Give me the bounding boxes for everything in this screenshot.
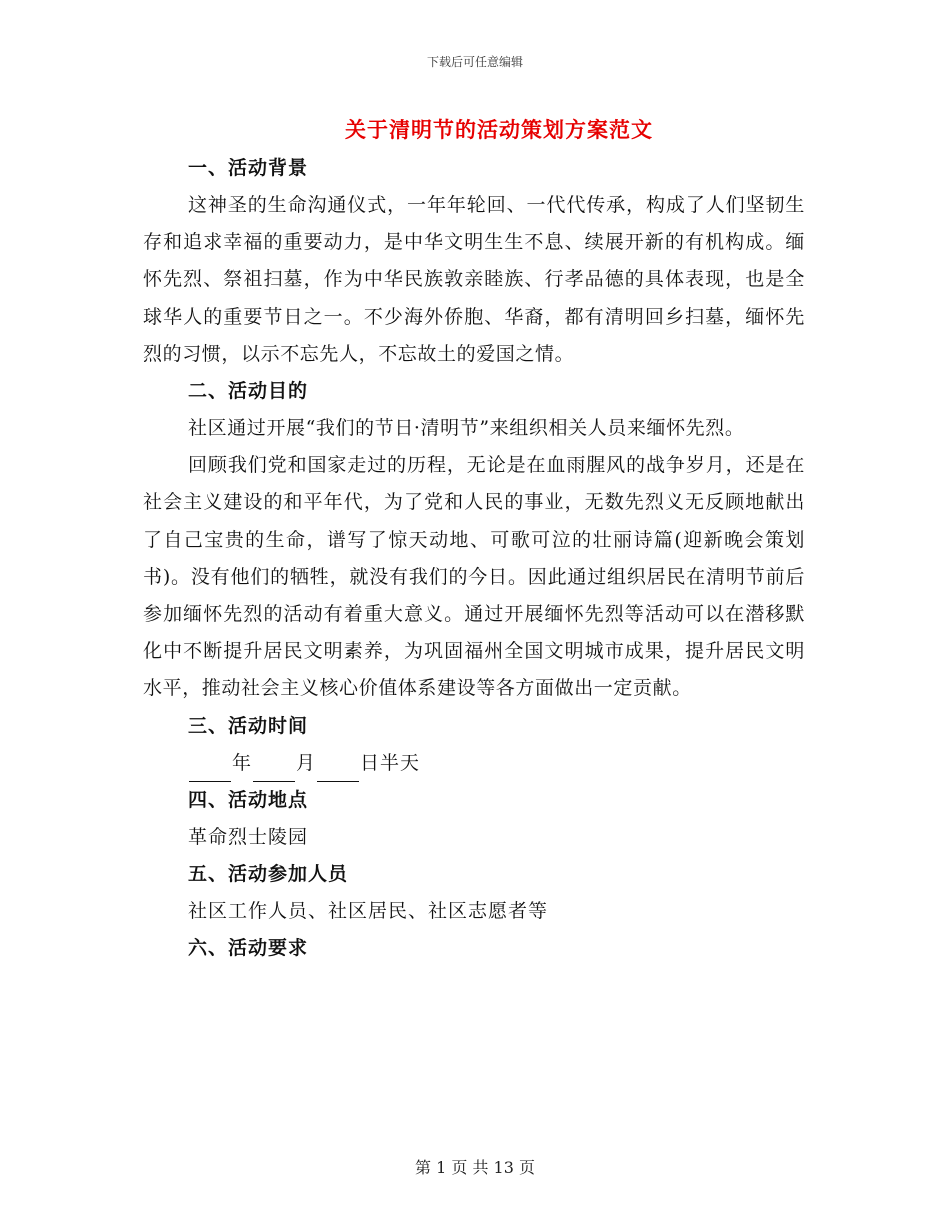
paragraph-purpose-2: 回顾我们党和国家走过的历程，无论是在血雨腥风的战争岁月，还是在社会主义建设的和平年代，为了党和人民的事业，无数先烈义无反顾地献出了自己宝贵的生命，谱写了惊天动地、可歌可泣的壮丽诗篇(迎新晚会策划书)。没有他们的牺牲，就没有我们的今日。因此通过组织居民在清明节前后参加缅怀先烈的活动有着重大意义。通过开展缅怀先烈等活动可以在潜移默化中不断提升居民文明素养，为巩固福州全国文明城市成果，提升居民文明水平，推动社会主义核心价值体系建设等各方面做出一定贡献。 — [143, 454, 805, 700]
paragraph-background: 这神圣的生命沟通仪式，一年年轮回、一代代传承，构成了人们坚韧生存和追求幸福的重要动力，是中华文明生生不息、续展开新的有机构成。缅怀先烈、祭祖扫墓，作为中华民族敦亲睦族、行孝品德的具体表现，也是全球华人的重要节日之一。不少海外侨胞、华裔，都有清明回乡扫墓，缅怀先烈的习惯，以示不忘先人，不忘故土的爱国之情。 — [143, 194, 805, 365]
participants-text: 社区工作人员、社区居民、社区志愿者等 — [188, 899, 549, 922]
document-body — [143, 150, 805, 967]
year-blank[interactable] — [189, 759, 231, 782]
header-note: 下载后可任意编辑 — [426, 55, 523, 69]
document-title: 关于清明节的活动策划方案范文 — [345, 117, 653, 142]
section-heading-background: 一、活动背景 — [188, 157, 309, 179]
month-blank[interactable] — [253, 759, 295, 782]
page-footer: 第 1 页 共 13 页 — [415, 1158, 535, 1177]
location-text: 革命烈士陵园 — [188, 825, 309, 848]
time-fill-line — [143, 745, 805, 782]
section-heading-location: 四、活动地点 — [188, 788, 309, 811]
section-heading-participants: 五、活动参加人员 — [188, 862, 349, 885]
month-label: 月 — [296, 751, 317, 774]
section-heading-time: 三、活动时间 — [188, 714, 309, 737]
section-heading-requirements: 六、活动要求 — [188, 936, 309, 959]
section-heading-purpose: 二、活动目的 — [188, 380, 309, 403]
day-label: 日半天 — [360, 751, 421, 774]
day-blank[interactable] — [317, 759, 359, 782]
year-label: 年 — [232, 751, 253, 774]
paragraph-purpose-1: 社区通过开展“我们的节日·清明节”来组织相关人员来缅怀先烈。 — [188, 417, 745, 440]
